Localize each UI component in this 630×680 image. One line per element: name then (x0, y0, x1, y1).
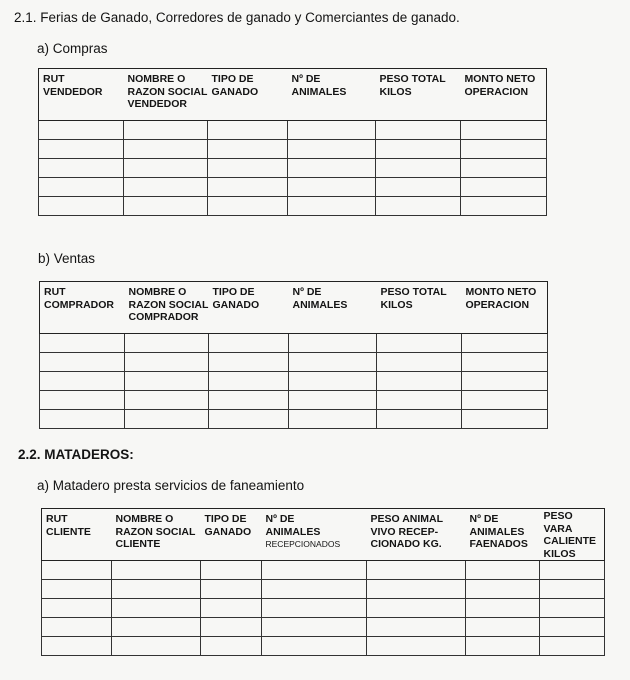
matadero-header-animales (262, 509, 367, 561)
ventas-cell[interactable] (377, 334, 462, 353)
matadero-row (42, 637, 605, 656)
ventas-cell[interactable] (125, 410, 209, 429)
compras-cell[interactable] (288, 159, 376, 178)
ventas-row (40, 410, 548, 429)
ventas-cell[interactable] (377, 391, 462, 410)
compras-header-animales: Nº DE ANIMALES (288, 69, 376, 121)
compras-cell[interactable] (124, 197, 208, 216)
ventas-row (40, 372, 548, 391)
ventas-header-peso: PESO TOTAL KILOS (377, 282, 462, 334)
ventas-cell[interactable] (289, 391, 377, 410)
ventas-row (40, 334, 548, 353)
compras-row (39, 178, 547, 197)
matadero-header-animales-sub: RECEPCIONADOS (265, 539, 341, 549)
compras-cell[interactable] (208, 197, 288, 216)
ventas-cell[interactable] (377, 372, 462, 391)
ventas-title: b) Ventas (38, 251, 96, 266)
ventas-cell[interactable] (40, 391, 125, 410)
matadero-cell[interactable] (262, 618, 367, 637)
compras-cell[interactable] (376, 197, 461, 216)
matadero-header-nombre: NOMBRE O RAZON SOCIAL CLIENTE (112, 509, 201, 561)
matadero-cell[interactable] (42, 618, 112, 637)
matadero-cell[interactable] (42, 561, 112, 580)
matadero-cell[interactable] (262, 561, 367, 580)
matadero-cell[interactable] (42, 599, 112, 618)
compras-cell[interactable] (288, 197, 376, 216)
ventas-cell[interactable] (377, 410, 462, 429)
ventas-cell[interactable] (462, 334, 548, 353)
compras-cell[interactable] (376, 140, 461, 159)
compras-cell[interactable] (461, 121, 547, 140)
matadero-cell[interactable] (540, 637, 605, 656)
matadero-cell[interactable] (466, 561, 540, 580)
compras-cell[interactable] (124, 178, 208, 197)
ventas-header-rut: RUT COMPRADOR (40, 282, 125, 334)
matadero-cell[interactable] (201, 599, 262, 618)
ventas-header-nombre: NOMBRE O RAZON SOCIAL COMPRADOR (125, 282, 209, 334)
matadero-cell[interactable] (262, 637, 367, 656)
compras-cell[interactable] (376, 159, 461, 178)
matadero-cell[interactable] (201, 561, 262, 580)
compras-header-row (39, 69, 547, 121)
compras-cell[interactable] (208, 178, 288, 197)
compras-cell[interactable] (461, 140, 547, 159)
matadero-row (42, 561, 605, 580)
compras-cell[interactable] (461, 159, 547, 178)
matadero-title: a) Matadero presta servicios de faneamiento (37, 478, 305, 493)
ventas-cell[interactable] (125, 353, 209, 372)
compras-cell[interactable] (208, 140, 288, 159)
matadero-cell[interactable] (540, 561, 605, 580)
compras-row (39, 140, 547, 159)
compras-header-peso: PESO TOTAL KILOS (376, 69, 461, 121)
compras-header-monto: MONTO NETO OPERACION (461, 69, 547, 121)
matadero-header-peso-vara: PESO VARA CALIENTE KILOS (540, 509, 605, 561)
ventas-cell[interactable] (289, 334, 377, 353)
compras-cell[interactable] (376, 178, 461, 197)
compras-cell[interactable] (208, 121, 288, 140)
matadero-cell[interactable] (466, 580, 540, 599)
ventas-cell[interactable] (377, 353, 462, 372)
ventas-cell[interactable] (209, 372, 289, 391)
matadero-cell[interactable] (367, 637, 466, 656)
compras-cell[interactable] (39, 197, 124, 216)
matadero-cell[interactable] (367, 618, 466, 637)
compras-cell[interactable] (124, 121, 208, 140)
matadero-cell[interactable] (112, 580, 201, 599)
ventas-cell[interactable] (40, 353, 125, 372)
compras-cell[interactable] (461, 197, 547, 216)
compras-header-nombre: NOMBRE O RAZON SOCIAL VENDEDOR (124, 69, 208, 121)
compras-table (38, 68, 547, 216)
compras-cell[interactable] (208, 159, 288, 178)
ventas-cell[interactable] (209, 353, 289, 372)
ventas-cell[interactable] (462, 353, 548, 372)
matadero-cell[interactable] (262, 599, 367, 618)
ventas-cell[interactable] (289, 372, 377, 391)
ventas-cell[interactable] (209, 410, 289, 429)
matadero-cell[interactable] (367, 580, 466, 599)
matadero-cell[interactable] (540, 580, 605, 599)
ventas-header-row (40, 282, 548, 334)
ventas-cell[interactable] (40, 334, 125, 353)
ventas-header-monto: MONTO NETO OPERACION (462, 282, 548, 334)
ventas-cell[interactable] (462, 391, 548, 410)
compras-row (39, 121, 547, 140)
matadero-cell[interactable] (112, 561, 201, 580)
compras-cell[interactable] (288, 121, 376, 140)
matadero-cell[interactable] (42, 580, 112, 599)
ventas-cell[interactable] (289, 410, 377, 429)
matadero-cell[interactable] (466, 637, 540, 656)
matadero-cell[interactable] (201, 580, 262, 599)
compras-row (39, 159, 547, 178)
matadero-table (41, 508, 605, 656)
ventas-cell[interactable] (125, 372, 209, 391)
matadero-cell[interactable] (201, 637, 262, 656)
ventas-row (40, 353, 548, 372)
ventas-cell[interactable] (209, 334, 289, 353)
matadero-cell[interactable] (540, 618, 605, 637)
matadero-cell[interactable] (112, 618, 201, 637)
matadero-header-faenados: Nº DE ANIMALES FAENADOS (466, 509, 540, 561)
matadero-header-animales-label: Nº DE ANIMALES (265, 513, 321, 538)
compras-cell[interactable] (39, 121, 124, 140)
matadero-row (42, 580, 605, 599)
compras-cell[interactable] (376, 121, 461, 140)
matadero-cell[interactable] (262, 580, 367, 599)
ventas-table (39, 281, 548, 429)
matadero-cell[interactable] (540, 599, 605, 618)
ventas-header-tipo: TIPO DE GANADO (209, 282, 289, 334)
compras-title: a) Compras (37, 41, 108, 56)
compras-cell[interactable] (39, 159, 124, 178)
matadero-row (42, 618, 605, 637)
matadero-header-row (42, 509, 605, 561)
ventas-header-animales: Nº DE ANIMALES (289, 282, 377, 334)
compras-cell[interactable] (124, 159, 208, 178)
ventas-cell[interactable] (125, 391, 209, 410)
ventas-cell[interactable] (462, 372, 548, 391)
matadero-cell[interactable] (201, 618, 262, 637)
compras-cell[interactable] (124, 140, 208, 159)
matadero-cell[interactable] (112, 637, 201, 656)
matadero-row (42, 599, 605, 618)
ventas-cell[interactable] (40, 372, 125, 391)
matadero-cell[interactable] (466, 618, 540, 637)
compras-cell[interactable] (461, 178, 547, 197)
compras-header-tipo: TIPO DE GANADO (208, 69, 288, 121)
compras-cell[interactable] (288, 178, 376, 197)
matadero-header-peso-vivo: PESO ANIMAL VIVO RECEP- CIONADO KG. (367, 509, 466, 561)
matadero-cell[interactable] (367, 599, 466, 618)
section-2-2-title: 2.2. MATADEROS: (18, 447, 134, 462)
compras-cell[interactable] (39, 140, 124, 159)
ventas-cell[interactable] (125, 334, 209, 353)
ventas-cell[interactable] (462, 410, 548, 429)
matadero-cell[interactable] (112, 599, 201, 618)
compras-row (39, 197, 547, 216)
ventas-row (40, 391, 548, 410)
compras-header-rut: RUT VENDEDOR (39, 69, 124, 121)
ventas-cell[interactable] (209, 391, 289, 410)
compras-cell[interactable] (288, 140, 376, 159)
section-2-1-title: 2.1. Ferias de Ganado, Corredores de ganado y Comerciantes de ganado. (14, 10, 460, 25)
matadero-cell[interactable] (466, 599, 540, 618)
matadero-cell[interactable] (367, 561, 466, 580)
ventas-cell[interactable] (40, 410, 125, 429)
ventas-cell[interactable] (289, 353, 377, 372)
matadero-header-rut: RUT CLIENTE (42, 509, 112, 561)
matadero-cell[interactable] (42, 637, 112, 656)
compras-cell[interactable] (39, 178, 124, 197)
matadero-header-tipo: TIPO DE GANADO (201, 509, 262, 561)
